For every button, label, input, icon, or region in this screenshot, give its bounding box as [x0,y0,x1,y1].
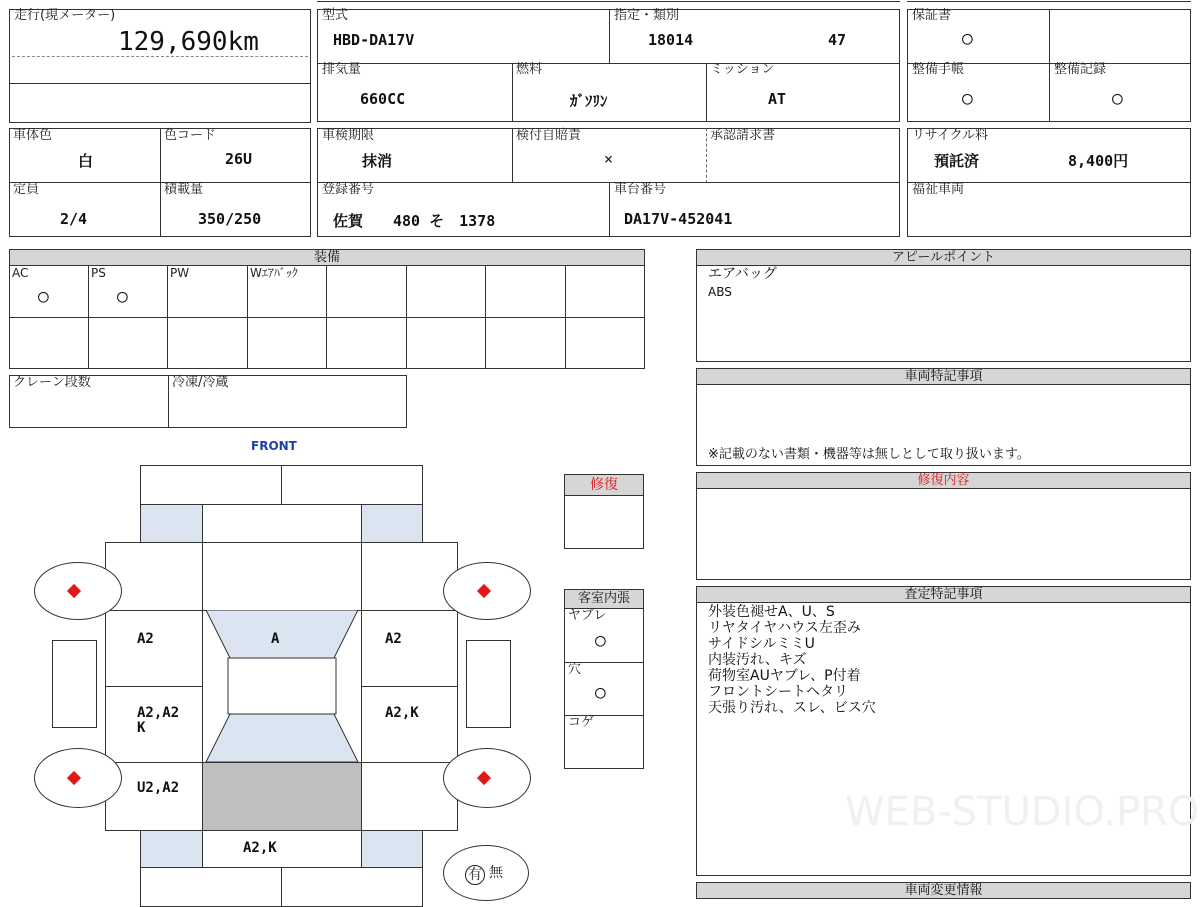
front-bumper-left [140,465,282,505]
approval-label: 承認請求書 [710,128,776,143]
spare-have: 有 [465,865,485,885]
body-left-front [105,542,203,611]
damage-code: A2 [137,631,154,647]
top-edge [907,1,1191,2]
front-right-fender [361,504,423,543]
equipment-item-label: Wｴｱﾊﾞｯｸ [250,266,298,280]
equipment-item-label: PS [91,266,106,280]
left-mirror [52,640,97,728]
chassis-value: DA17V-452041 [624,210,733,228]
assessment-line: リヤタイヤハウス左歪み [708,620,861,636]
front-left-fender [140,504,203,543]
inspection-label: 車検期限 [322,128,375,143]
assessment-line: 荷物室AUヤブレ、P付着 [708,668,861,684]
repair-header: 修復 [564,474,644,496]
maintenance-book-mark: ○ [962,88,973,109]
fuel-value: ｶﾞｿﾘﾝ [570,92,608,110]
recycle-amount: 8,400円 [1068,152,1129,170]
maintenance-record-mark: ○ [1112,88,1123,109]
assessment-line: サイドシルミミU [708,636,815,652]
equipment-col-line [485,266,486,368]
rear-bumper-left [140,867,282,907]
mileage-value: 129,690km [118,27,259,57]
right-rear-door [361,686,458,763]
spare-none: 無 [489,865,503,881]
equipment-col-line [406,266,407,368]
assessment-header: 査定特記事項 [696,586,1191,603]
equipment-col-line [88,266,89,368]
damage-code: K [137,720,146,736]
insurance-label: 検付自賠責 [516,128,582,143]
special-header: 車両特記事項 [696,368,1191,385]
windshield [206,610,358,658]
appeal-line: エアバッグ [708,266,777,282]
registration-value: 佐賀 480 そ 1378 [333,212,496,230]
designation-value-1: 18014 [648,31,694,49]
appeal-header: アピールポイント [696,249,1191,266]
crane-label: クレーン段数 [13,375,91,390]
assessment-line: 内装汚れ、キズ [708,652,807,668]
designation-value-2: 47 [828,31,847,49]
color-code-label: 色コード [164,128,217,143]
color-code-value: 26U [225,150,253,168]
equipment-item-label: AC [12,266,29,280]
mileage-bottom-line [10,83,310,84]
damage-code: A2 [385,631,402,647]
rear-left-fender [140,830,203,868]
model-label: 型式 [322,8,349,23]
warranty-mark: ○ [962,28,973,49]
mission-label: ミッション [710,62,775,77]
hood [202,542,362,611]
damage-code: A [271,631,280,647]
rear-bumper-right [281,867,423,907]
fuel-label: 燃料 [516,62,543,77]
equipment-item-label: PW [170,266,190,280]
displacement-label: 排気量 [322,62,362,77]
equipment-col-line [565,266,566,368]
equipment-item-mark: ○ [38,286,49,307]
interior-row-label: 穴 [568,662,582,677]
interior-row-label: ヤブレ [568,608,607,623]
spare-tire-circle [443,845,529,901]
right-mirror [466,640,511,728]
fridge-label: 冷凍/冷蔵 [172,375,229,390]
assessment-line: 天張り汚れ、スレ、ビス穴 [708,700,876,716]
front-label: FRONT [251,439,297,453]
glass-diagram [202,610,362,763]
damage-code: U2,A2 [137,780,180,796]
equipment-header: 装備 [9,249,645,266]
inspection-value: 抹消 [362,152,393,170]
designation-label: 指定・類別 [614,8,680,23]
registration-label: 登録番号 [322,182,375,197]
model-value: HBD-DA17V [333,31,415,49]
right-front-door [361,610,458,687]
assessment-line: 外装色褪せA、U、S [708,604,835,620]
left-rear-door [105,686,203,763]
chassis-label: 車台番号 [614,182,667,197]
equipment-item-mark: ○ [117,286,128,307]
capacity-label: 定員 [13,182,40,197]
body-right-front [361,542,458,611]
assessment-line: フロントシートヘタリ [708,684,848,700]
warranty-label: 保証書 [912,8,952,23]
maintenance-book-label: 整備手帳 [912,62,965,77]
change-info-header: 車両変更情報 [696,882,1191,899]
body-color-value: 白 [78,152,94,170]
mission-value: AT [768,90,787,108]
interior-row-mark: ○ [595,682,606,703]
damage-code: A2,K [243,840,277,856]
repair-content-header: 修復内容 [696,472,1191,489]
roof-panel [228,658,336,714]
mileage-label: 走行(現メーター) [14,8,116,23]
recycle-status: 預託済 [934,152,980,170]
rear-gate [202,830,362,868]
top-edge [317,1,900,2]
rear-right-fender [361,830,423,868]
front-hood-strip [202,504,362,543]
repair-cell [564,495,644,549]
equipment-col-line [167,266,168,368]
watermark: WEB-STUDIO.PRO [845,789,1200,835]
damage-code: A2,K [385,705,419,721]
special-note: ※記載のない書類・機器等は無しとして取り扱います。 [708,447,1030,462]
rear-glass [206,714,358,762]
maintenance-record-label: 整備記録 [1054,62,1107,77]
interior-row-label: コゲ [568,715,595,730]
welfare-label: 福祉車両 [912,182,965,197]
interior-header: 客室内張 [564,589,644,609]
recycle-label: リサイクル料 [912,128,989,143]
displacement-value: 660CC [360,90,406,108]
load-label: 積載量 [164,182,204,197]
load-value: 350/250 [198,210,262,228]
equipment-col-line [326,266,327,368]
warranty-blank-cell [1049,9,1191,64]
front-bumper-right [281,465,423,505]
interior-row-mark: ○ [595,630,606,651]
damage-code: A2,A2 [137,705,180,721]
left-front-door [105,610,203,687]
capacity-value: 2/4 [60,210,88,228]
equipment-col-line [247,266,248,368]
insurance-value: × [604,150,614,168]
equipment-row-line [10,317,644,318]
appeal-line: ABS [708,285,732,299]
body-color-label: 車体色 [13,128,53,143]
cargo-area [202,762,362,831]
repair-content-panel [696,488,1191,580]
